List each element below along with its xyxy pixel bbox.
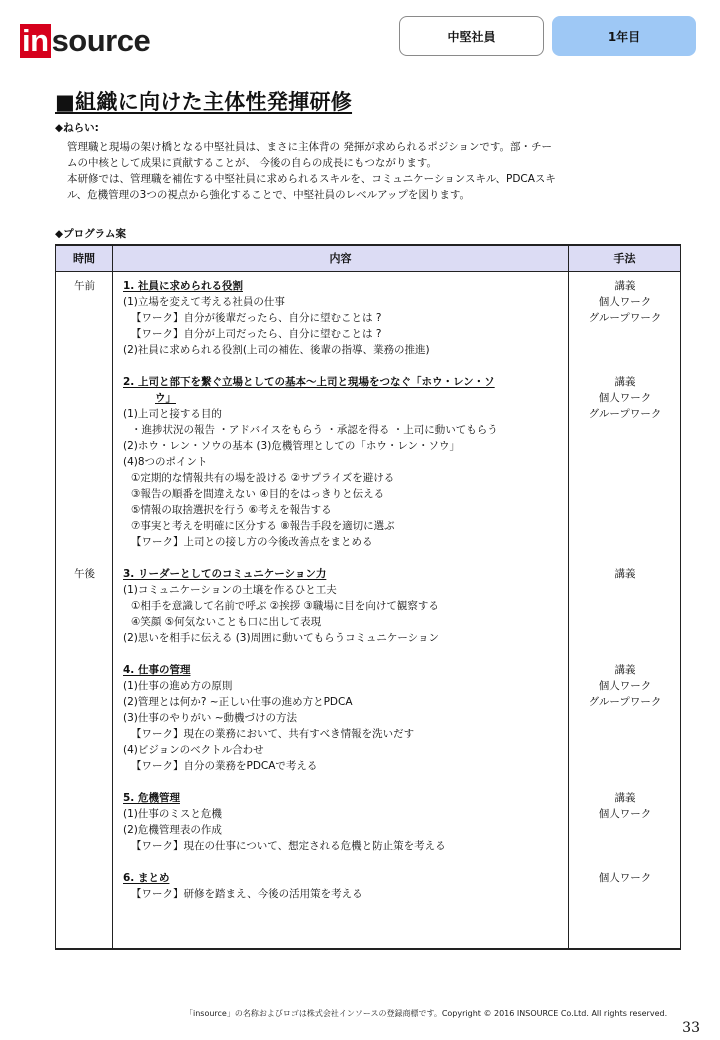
content-line: (2)危機管理表の作成 bbox=[123, 823, 222, 836]
content-line: 【ワーク】現在の仕事について、想定される危機と防止策を考える bbox=[131, 839, 446, 852]
section-5 bbox=[123, 790, 563, 854]
content-line: ④笑顔 ⑤何気ないことも口に出して表現 bbox=[131, 615, 322, 628]
content-line: 【ワーク】自分の業務をPDCAで考える bbox=[131, 759, 318, 772]
aim-text bbox=[67, 139, 657, 203]
content-line: 【ワーク】自分が上司だったら、自分に望むことは ? bbox=[131, 327, 382, 340]
year-badge: 1年目 bbox=[552, 16, 696, 56]
method-item: 講義 bbox=[614, 375, 636, 388]
section-heading: 6. まとめ bbox=[123, 871, 170, 884]
content-line: (1)上司と接する目的 bbox=[123, 407, 222, 420]
table-row bbox=[56, 271, 681, 949]
section-heading: 2. 上司と部下を繋ぐ立場としての基本～上司と現場をつなぐ「ホウ・レン・ソ bbox=[123, 375, 495, 388]
method-item: 講義 bbox=[614, 279, 636, 292]
method-item: 個人ワーク bbox=[598, 391, 652, 404]
section-2 bbox=[123, 374, 563, 550]
method-item: 個人ワーク bbox=[598, 295, 652, 308]
section-6 bbox=[123, 870, 563, 902]
method-item: 個人ワーク bbox=[598, 679, 652, 692]
method-group-3 bbox=[569, 566, 681, 582]
aim-label: ◆ねらい: bbox=[55, 122, 99, 134]
header-method: 手法 bbox=[569, 245, 681, 271]
method-item: グループワーク bbox=[588, 695, 662, 708]
method-item: 個人ワーク bbox=[598, 807, 652, 820]
content-line: ⑤情報の取捨選択を行う ⑥考えを報告する bbox=[131, 503, 332, 516]
aim-line: ル、危機管理の3つの視点から強化することで、中堅社員のレベルアップを図ります。 bbox=[67, 189, 471, 201]
time-morning: 午前 bbox=[74, 279, 95, 292]
method-item: 講義 bbox=[614, 663, 636, 676]
content-line: ①定期的な情報共有の場を設ける ②サプライズを避ける bbox=[131, 471, 395, 484]
section-3 bbox=[123, 566, 563, 646]
aim-line: 管理職と現場の架け橋となる中堅社員は、まさに主体背の 発揮が求められるポジションです。部・チー bbox=[67, 141, 553, 153]
method-group-4 bbox=[569, 662, 681, 710]
insource-logo bbox=[20, 22, 150, 58]
section-1 bbox=[123, 278, 563, 358]
level-badge: 中堅社員 bbox=[399, 16, 544, 56]
content-line: (1)立場を変えて考える社員の仕事 bbox=[123, 295, 285, 308]
content-line: (1)仕事の進め方の原則 bbox=[123, 679, 233, 692]
method-group-2 bbox=[569, 374, 681, 422]
copyright-text: 「insource」の名称およびロゴは株式会社インソースの登録商標です。Copyright © 2016 INSOURCE Co.Ltd. All rights reserved. bbox=[185, 1009, 668, 1018]
header-content: 内容 bbox=[113, 245, 569, 271]
time-cell bbox=[56, 272, 112, 948]
content-line: 【ワーク】研修を踏まえ、今後の活用策を考える bbox=[131, 887, 363, 900]
content-line: (2)思いを相手に伝える (3)周囲に動いてもらうコミュニケーション bbox=[123, 631, 439, 644]
page-number: 33 bbox=[682, 1020, 700, 1036]
section-heading: 5. 危機管理 bbox=[123, 791, 180, 804]
method-item: 個人ワーク bbox=[598, 871, 652, 884]
content-line: ・進捗状況の報告 ・アドバイスをもらう ・承認を得る ・上司に動いてもらう bbox=[131, 423, 498, 436]
program-table bbox=[55, 244, 681, 950]
content-line: (2)ホウ・レン・ソウの基本 (3)危機管理としての「ホウ・レン・ソウ」 bbox=[123, 439, 461, 452]
content-line: ①相手を意識して名前で呼ぶ ②挨拶 ③職場に目を向けて観察する bbox=[131, 599, 439, 612]
section-heading: 4. 仕事の管理 bbox=[123, 663, 191, 676]
header-time: 時間 bbox=[56, 245, 113, 271]
page-title: ■組織に向けた主体性発揮研修 bbox=[55, 90, 353, 114]
content-line: (1)仕事のミスと危機 bbox=[123, 807, 222, 820]
content-line: ⑦事実と考えを明確に区分する ⑧報告手段を適切に選ぶ bbox=[131, 519, 395, 532]
section-heading-cont: ウ」 bbox=[155, 391, 176, 404]
section-4 bbox=[123, 662, 563, 774]
method-item: グループワーク bbox=[588, 311, 662, 324]
content-line: (2)管理とは何か? ~正しい仕事の進め方とPDCA bbox=[123, 695, 353, 708]
method-group-5 bbox=[569, 790, 681, 822]
program-label: ◆プログラム案 bbox=[55, 228, 126, 240]
aim-line: ムの中核として成果に貢献することが、 今後の自らの成長にもつながります。 bbox=[67, 157, 437, 169]
content-line: ③報告の順番を間違えない ④目的をはっきりと伝える bbox=[131, 487, 385, 500]
method-cell bbox=[569, 272, 680, 948]
content-line: (3)仕事のやりがい ~動機づけの方法 bbox=[123, 711, 298, 724]
section-heading: 1. 社員に求められる役割 bbox=[123, 279, 243, 292]
logo-in: in bbox=[22, 23, 49, 58]
time-afternoon: 午後 bbox=[74, 567, 95, 580]
content-line: (2)社員に求められる役割(上司の補佐、後輩の指導、業務の推進) bbox=[123, 343, 430, 356]
content-line: (4)ビジョンのベクトル合わせ bbox=[123, 743, 264, 756]
method-group-1 bbox=[569, 278, 681, 326]
method-item: 講義 bbox=[614, 567, 636, 580]
content-cell bbox=[113, 272, 568, 948]
content-line: (4)8つのポイント bbox=[123, 455, 208, 468]
content-line: 【ワーク】現在の業務において、共有すべき情報を洗いだす bbox=[131, 727, 415, 740]
section-heading: 3. リーダーとしてのコミュニケーション力 bbox=[123, 567, 327, 580]
content-line: 【ワーク】上司との接し方の今後改善点をまとめる bbox=[131, 535, 373, 548]
logo-source: source bbox=[51, 23, 151, 58]
method-item: 講義 bbox=[614, 791, 636, 804]
content-line: 【ワーク】自分が後輩だったら、自分に望むことは ? bbox=[131, 311, 382, 324]
aim-line: 本研修では、管理職を補佐する中堅社員に求められるスキルを、コミュニケーションスキル、PDCAスキ bbox=[67, 173, 556, 185]
content-line: (1)コミュニケーションの土壌を作るひと工夫 bbox=[123, 583, 337, 596]
table-header-row bbox=[56, 245, 681, 271]
method-item: グループワーク bbox=[588, 407, 662, 420]
method-group-6 bbox=[569, 870, 681, 886]
